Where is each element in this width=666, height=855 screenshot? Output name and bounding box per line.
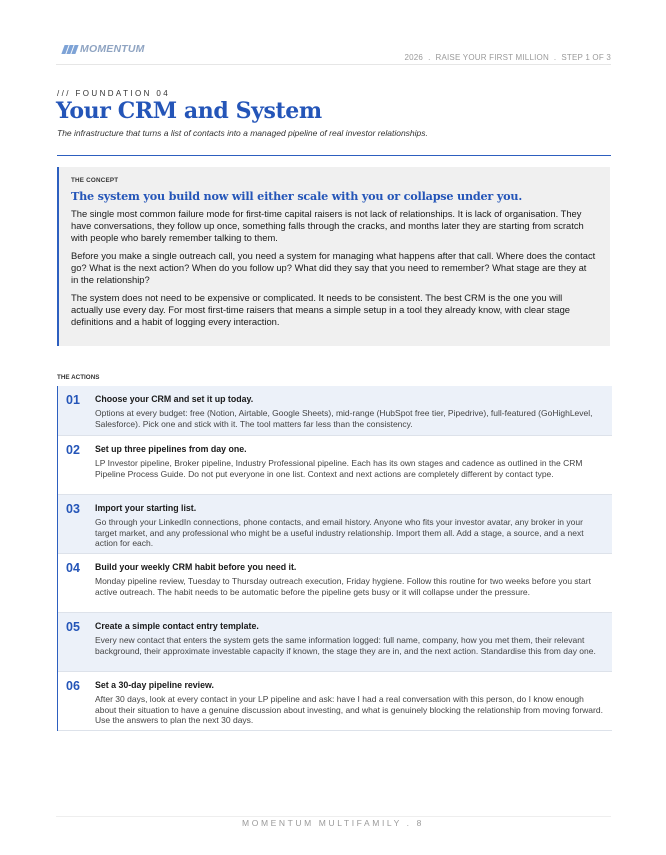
action-description: Go through your LinkedIn connections, phone contacts, and email history. Anyone who fits your investor avatar, any broker in your target market, and any professional who might be a useful industry relationship. Import them all. Add a stage, a source, and a next action for each.: [95, 517, 584, 548]
concept-paragraph: The single most common failure mode for first-time capital raisers is not lack of relationships. It is lack of organisation. They have conversations, they follow up once, something falls through the cracks, and months later they are starting from scratch with people who barely remember talking to them.: [71, 208, 584, 243]
action-description: LP Investor pipeline, Broker pipeline, Industry Professional pipeline. Each has its own stages and cadence as outlined in the CRM Pipeline Process Guide. Do not put everyone in one list. Context and next actions are completely different by contact type.: [95, 458, 583, 479]
page-title: Your CRM and System: [56, 98, 322, 124]
page-header: [56, 40, 611, 65]
header-separator: .: [428, 53, 431, 62]
header-program: RAISE YOUR FIRST MILLION: [435, 53, 549, 62]
action-number: 03: [66, 502, 80, 516]
logo-text: MOMENTUM: [80, 43, 145, 55]
concept-paragraph: The system does not need to be expensive or complicated. It needs to be consistent. The best CRM is the one you will actually use every day. For most first-time raisers that means a simple setup in a tool they already know, with clear stage definitions and a habit of logging every interaction.: [71, 292, 570, 327]
header-meta: [404, 53, 611, 62]
action-item: [58, 613, 612, 672]
action-title: Build your weekly CRM habit before you need it.: [95, 562, 297, 572]
action-title: Choose your CRM and set it up today.: [95, 394, 254, 404]
action-description: After 30 days, look at every contact in your LP pipeline and ask: have I had a real conversation with this person, do I know enough about their situation to have a genuine discussion about investing, and what is genuinely blocking the relationship from moving forward. Use the answers to plan the next 30 days.: [95, 694, 603, 725]
action-item: [58, 554, 612, 613]
concept-headline: The system you build now will either scale with you or collapse under you.: [71, 189, 523, 203]
concept-callout: [57, 167, 610, 346]
actions-list: [57, 386, 612, 731]
action-description: Options at every budget: free (Notion, Airtable, Google Sheets), mid-range (HubSpot free tier, Pipedrive), full-featured (GoHighLevel, Salesforce). Pick one and stick with it. The tool matters far less than the consistency.: [95, 408, 593, 429]
actions-label: THE ACTIONS: [57, 374, 100, 381]
action-item: [58, 436, 612, 495]
page-footer: MOMENTUM MULTIFAMILY . 8: [242, 818, 424, 828]
action-number: 05: [66, 620, 80, 634]
concept-paragraph: Before you make a single outreach call, you need a system for managing what happens after that call. Where does the contact go? What is the next action? When do you follow up? What did they say that you need to remember? What stage are they at in the relationship?: [71, 250, 596, 285]
action-title: Create a simple contact entry template.: [95, 621, 259, 631]
action-title: Set up three pipelines from day one.: [95, 444, 247, 454]
action-number: 06: [66, 679, 80, 693]
logo-stripes-icon: [63, 45, 77, 54]
header-separator: .: [553, 53, 557, 62]
page-subtitle: The infrastructure that turns a list of contacts into a managed pipeline of real investor relationships.: [57, 128, 428, 138]
header-year: 2026: [404, 53, 424, 62]
concept-label: THE CONCEPT: [71, 177, 119, 184]
action-item: [58, 672, 612, 731]
title-divider: [57, 155, 611, 156]
header-step: STEP 1 OF 3: [561, 53, 611, 62]
brand-logo: [63, 43, 145, 55]
action-number: 04: [66, 561, 80, 575]
action-number: 01: [66, 393, 80, 407]
action-number: 02: [66, 443, 80, 457]
action-title: Set a 30-day pipeline review.: [95, 680, 214, 690]
footer-divider: [56, 816, 611, 817]
action-description: Every new contact that enters the system gets the same information logged: full name, company, how you met them, their relevant background, their approximate investable capacity if known, the stage they are in, and the next action. Standardise this from day one.: [95, 635, 596, 656]
section-eyebrow: /// FOUNDATION 04: [57, 89, 171, 98]
action-item: [58, 386, 612, 436]
action-title: Import your starting list.: [95, 503, 197, 513]
action-description: Monday pipeline review, Tuesday to Thursday outreach execution, Friday hygiene. Follow this routine for two weeks before you start active outreach. The habit needs to be automatic before the pipeline gets busy or it will collapse under the pressure.: [95, 576, 591, 597]
action-item: [58, 495, 612, 554]
